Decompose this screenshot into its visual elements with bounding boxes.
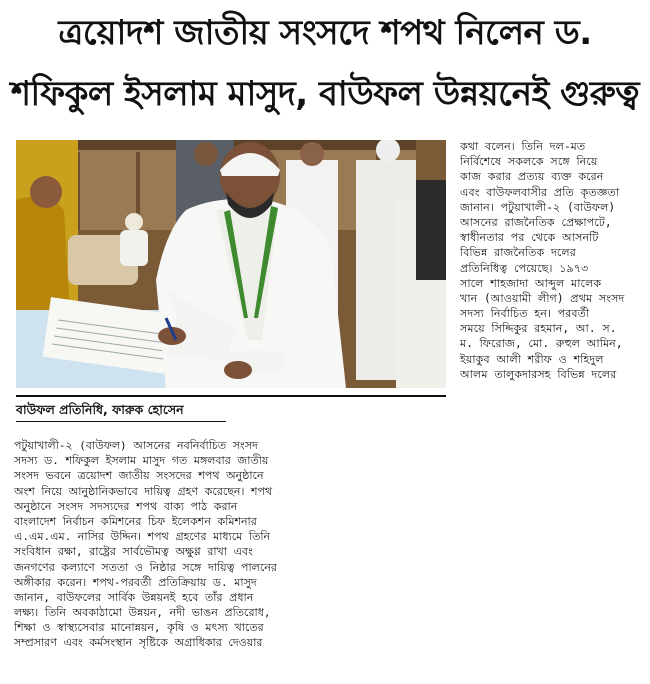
- lead-line: লক্ষ্য। তিনি অবকাঠামো উন্নয়ন, নদী ভাঙন প্রতিরোধ,: [14, 606, 271, 620]
- right-line: খান (আওয়ামী লীগ) প্রথম সংসদ: [460, 291, 625, 305]
- lead-line: সদস্য ড. শফিকুল ইসলাম মাসুদ গত মঙ্গলবার জাতীয়: [14, 454, 269, 468]
- right-line: সালে শাহজাদা আব্দুল মালেক: [460, 276, 602, 290]
- lead-line: সংবিধান রক্ষা, রাষ্ট্রের সার্বভৌমত্ব অক্ষুণ্ণ রাখা এবং: [14, 545, 253, 559]
- right-line: বিভিন্ন রাজনৈতিক দলের: [460, 246, 576, 260]
- right-line: প্রতিনিধিত্ব পেয়েছে। ১৯৭৩: [460, 261, 589, 275]
- right-line: কথা বলেন। তিনি দল-মত: [460, 140, 586, 153]
- lead-line: অংশ নিয়ে আনুষ্ঠানিকভাবে দায়িত্ব গ্রহণ করেছেন। শপথ: [14, 484, 273, 498]
- lead-line: জানান, বাউফলের সার্বিক উন্নয়নই হবে তাঁর প্রধান: [14, 590, 254, 604]
- photo-oath-signing-illustration: [16, 140, 446, 388]
- lead-line: অঙ্গীকার করেন। শপথ-পরবর্তী প্রতিক্রিয়ায় ড. মাসুদ: [14, 575, 257, 589]
- right-line: জানান। পটুয়াখালী-২ (বাউফল): [460, 200, 616, 214]
- right-line: ইয়াকুব আলী শরীফ ও শহিদুল: [460, 352, 604, 366]
- news-photo: [16, 140, 446, 388]
- right-line: স্বাধীনতার পর থেকে আসনটি: [460, 231, 599, 245]
- lead-paragraph: [14, 438, 459, 651]
- lead-line: বাংলাদেশ নির্বাচন কমিশনের চিফ ইলেকশন কমিশনার: [14, 514, 257, 528]
- lead-line: সম্প্রসারণ এবং কর্মসংস্থান সৃষ্টিকে অগ্রাধিকার দেওয়ার: [14, 636, 263, 650]
- right-column-text: [460, 139, 638, 382]
- lead-line: এ.এম.এম. নাসির উদ্দিন। শপথ গ্রহণের মাধ্যমে তিনি: [14, 530, 271, 544]
- right-line: সময়ে সিদ্দিকুর রহমান, আ. স.: [460, 322, 617, 336]
- right-line: কাজ করার প্রত্যয় ব্যক্ত করেন: [460, 170, 604, 184]
- byline-underline: [16, 421, 226, 422]
- right-line: সদস্য নির্বাচিত হন। পরবর্তী: [460, 307, 590, 321]
- lead-line: পটুয়াখালী-২ (বাউফল) আসনের নবনির্বাচিত সংসদ: [14, 439, 258, 452]
- lead-line: সংসদ ভবনে ত্রয়োদশ জাতীয় সংসদের শপথ অনুষ্ঠানে: [14, 469, 264, 483]
- right-line: আলম তালুকদারসহ বিভিন্ন দলের: [460, 367, 617, 381]
- headline-line-2: শফিকুল ইসলাম মাসুদ, বাউফল উন্নয়নেই গুরুত্ব: [10, 74, 640, 114]
- right-line: আসনের রাজনৈতিক প্রেক্ষাপটে,: [460, 215, 612, 229]
- byline-rule: [16, 395, 446, 397]
- right-line: ম. ফিরোজ, মো. রুহুল আমিন,: [460, 337, 623, 351]
- lead-line: অনুষ্ঠানে সংসদ সদস্যদের শপথ বাক্য পাঠ করান: [14, 499, 238, 513]
- lead-line: শিক্ষা ও স্বাস্থ্যসেবার মানোন্নয়ন, কৃষি ও মৎস্য খাতের: [14, 621, 264, 635]
- lead-line: জনগণের কল্যাণে সততা ও নিষ্ঠার সঙ্গে দায়িত্ব পালনের: [14, 560, 277, 574]
- headline-line-1: ত্রয়োদশ জাতীয় সংসদে শপথ নিলেন ড.: [58, 13, 592, 53]
- right-line: নির্বিশেষে সকলকে সঙ্গে নিয়ে: [460, 155, 598, 169]
- byline: বাউফল প্রতিনিধি, ফারুক হোসেন: [16, 402, 184, 417]
- right-line: এবং বাউফলবাসীর প্রতি কৃতজ্ঞতা: [460, 185, 620, 199]
